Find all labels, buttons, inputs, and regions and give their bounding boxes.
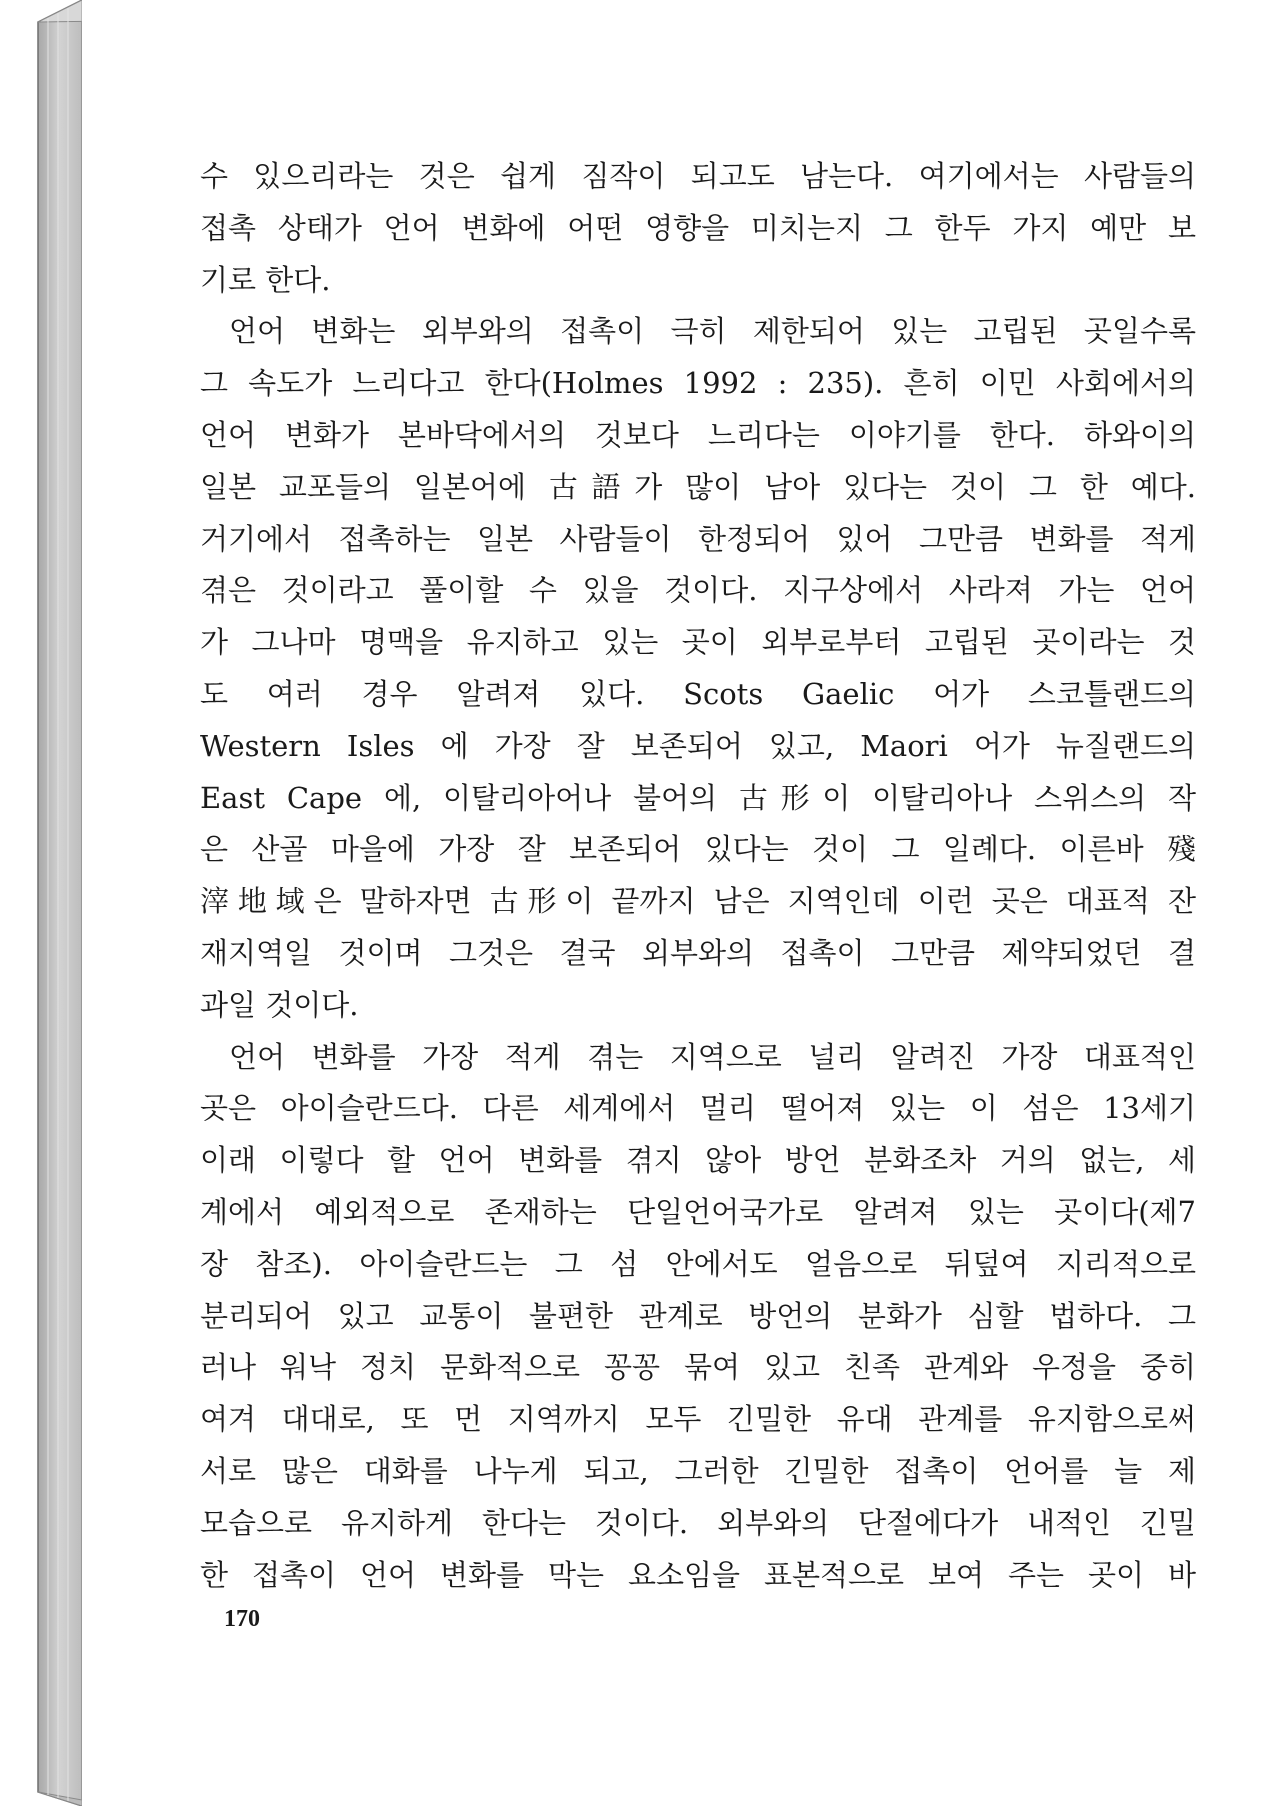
text-line: 과일 것이다. [200,987,359,1022]
text-line: 수 있으리라는 것은 쉽게 짐작이 되고도 남는다. 여기에서는 사람들의 [200,159,1196,193]
text-line: 언어 변화를 가장 적게 겪는 지역으로 널리 알려진 가장 대표적인 [229,1039,1196,1074]
text-line: 재지역일 것이며 그것은 결국 외부와의 접촉이 그만큼 제약되었던 결 [200,935,1196,970]
text-line: 장 참조). 아이슬란드는 그 섬 안에서도 얼음으로 뒤덮여 지리적으로 [200,1246,1196,1281]
text-line: 은 산골 마을에 가장 잘 보존되어 있다는 것이 그 일례다. 이른바 殘 [200,832,1196,867]
text-line: 여겨 대대로, 또 먼 지역까지 모두 긴밀한 유대 관계를 유지함으로써 [200,1402,1196,1437]
text-line: 계에서 예외적으로 존재하는 단일언어국가로 알려져 있는 곳이다(제7 [200,1194,1196,1229]
text-line: 분리되어 있고 교통이 불편한 관계로 방언의 분화가 심할 법하다. 그 [200,1298,1196,1333]
text-line: 언어 변화는 외부와의 접촉이 극히 제한되어 있는 고립된 곳일수록 [229,314,1196,349]
text-line: 滓地域은 말하자면 古形이 끝까지 남은 지역인데 이런 곳은 대표적 잔 [200,884,1196,919]
page-number: 170 [224,1606,260,1632]
text-line: 러나 워낙 정치 문화적으로 꽁꽁 묶여 있고 친족 관계와 우정을 중히 [200,1350,1196,1385]
text-line: 도 여러 경우 알려져 있다. Scots Gaelic 어가 스코틀랜드의 [200,676,1196,711]
text-line: 거기에서 접촉하는 일본 사람들이 한정되어 있어 그만큼 변화를 적게 [200,521,1196,556]
text-line: 겪은 것이라고 풀이할 수 있을 것이다. 지구상에서 사라져 가는 언어 [200,573,1196,608]
text-line: 곳은 아이슬란드다. 다른 세계에서 멀리 떨어져 있는 이 섬은 13세기 [200,1091,1196,1126]
text-line: East Cape 에, 이탈리아어나 불어의 古形이 이탈리아나 스위스의 작 [200,780,1196,815]
text-line: 접촉 상태가 언어 변화에 어떤 영향을 미치는지 그 한두 가지 예만 보 [200,210,1196,245]
text-line: 가 그나마 명맥을 유지하고 있는 곳이 외부로부터 고립된 곳이라는 것 [200,625,1196,660]
text-line: 모습으로 유지하게 한다는 것이다. 외부와의 단절에다가 내적인 긴밀 [200,1505,1196,1540]
book-page [82,0,1282,1806]
body-text [200,151,1196,1601]
text-line: 한 접촉이 언어 변화를 막는 요소임을 표본적으로 보여 주는 곳이 바 [200,1557,1196,1592]
text-line: 이래 이렇다 할 언어 변화를 겪지 않아 방언 분화조차 거의 없는, 세 [200,1143,1196,1178]
page-block-side [38,0,82,1806]
text-line: 언어 변화가 본바닥에서의 것보다 느리다는 이야기를 한다. 하와이의 [200,417,1196,452]
text-line: 일본 교포들의 일본어에 古語가 많이 남아 있다는 것이 그 한 예다. [200,469,1196,504]
text-line: 서로 많은 대화를 나누게 되고, 그러한 긴밀한 접촉이 언어를 늘 제 [200,1453,1196,1488]
text-line: 기로 한다. [200,262,331,297]
text-line: 그 속도가 느리다고 한다(Holmes 1992 : 235). 흔히 이민 사회에서의 [200,366,1196,401]
text-line: Western Isles 에 가장 잘 보존되어 있고, Maori 어가 뉴질랜드의 [200,728,1196,763]
